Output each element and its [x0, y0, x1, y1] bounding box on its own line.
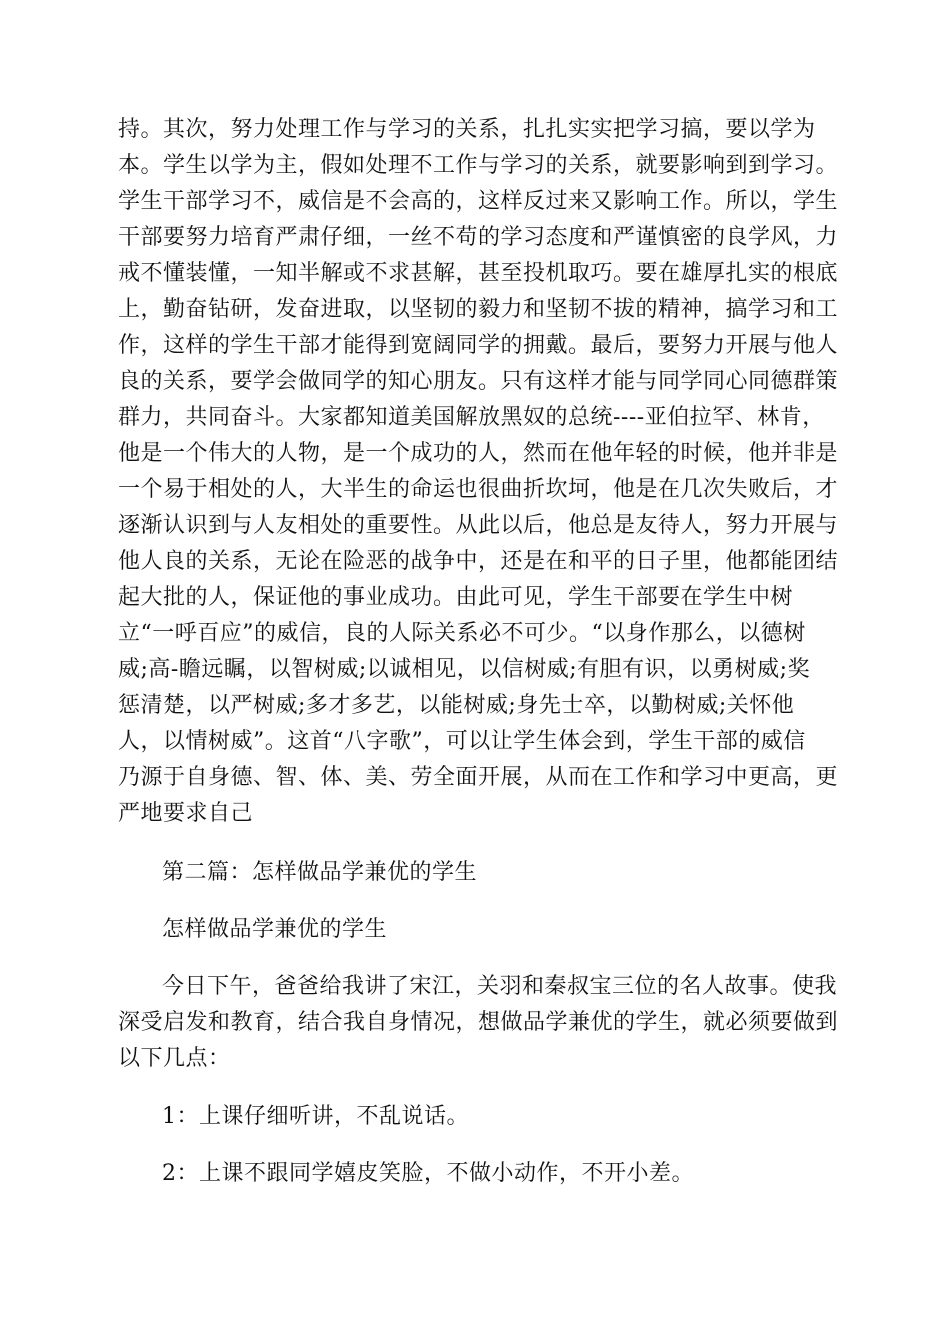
body-text-line: 逐渐认识到与人友相处的重要性。从此以后，他总是友待人，努力开展与: [118, 513, 839, 538]
body-text-line: 他是一个伟大的人物，是一个成功的人，然而在他年轻的时候，他并非是: [118, 441, 839, 466]
section-heading: 第二篇：怎样做品学兼优的学生: [162, 860, 478, 885]
body-text-line: 上，勤奋钻研，发奋进取，以坚韧的毅力和坚韧不拔的精神，搞学习和工: [118, 297, 839, 322]
list-item: 1：上课仔细听讲，不乱说话。: [162, 1104, 469, 1129]
body-text-line: 他人良的关系，无论在险恶的战争中，还是在和平的日子里，他都能团结: [118, 549, 839, 574]
body-text-line: 作，这样的学生干部才能得到宽阔同学的拥戴。最后，要努力开展与他人: [118, 333, 839, 358]
body-text-line: 深受启发和教育，结合我自身情况，想做品学兼优的学生，就必须要做到: [118, 1010, 839, 1035]
body-text-line: 立“一呼百应”的威信，良的人际关系必不可少。“以身作那么，以德树: [118, 621, 806, 646]
body-text-line: 起大批的人，保证他的事业成功。由此可见，学生干部要在学生中树: [118, 585, 794, 610]
body-text-line: 人，以情树威”。这首“八字歌”，可以让学生体会到，学生干部的威信: [118, 729, 806, 754]
article-title: 怎样做品学兼优的学生: [162, 917, 388, 942]
body-text-line: 学生干部学习不，威信是不会高的，这样反过来又影响工作。所以，学生: [118, 189, 839, 214]
body-text-line: 今日下午，爸爸给我讲了宋江，关羽和秦叔宝三位的名人故事。使我: [162, 974, 838, 999]
body-text-line: 惩清楚，以严树威;多才多艺，以能树威;身先士卒，以勤树威;关怀他: [118, 693, 795, 718]
list-item: 2：上课不跟同学嬉皮笑脸，不做小动作，不开小差。: [162, 1161, 694, 1186]
body-text-line: 威;高-瞻远瞩，以智树威;以诚相见，以信树威;有胆有识，以勇树威;奖: [118, 657, 811, 682]
body-text-line: 一个易于相处的人，大半生的命运也很曲折坎坷，他是在几次失败后，才: [118, 477, 839, 502]
body-text-line: 良的关系，要学会做同学的知心朋友。只有这样才能与同学同心同德群策: [118, 369, 839, 394]
body-text-line: 群力，共同奋斗。大家都知道美国解放黑奴的总统----亚伯拉罕、林肯，: [118, 405, 825, 430]
body-text-line: 以下几点：: [118, 1046, 231, 1071]
body-text-line: 本。学生以学为主，假如处理不工作与学习的关系，就要影响到到学习。: [118, 153, 839, 178]
body-text-line: 持。其次，努力处理工作与学习的关系，扎扎实实把学习搞，要以学为: [118, 117, 816, 142]
body-text-line: 戒不懂装懂，一知半解或不求甚解，甚至投机取巧。要在雄厚扎实的根底: [118, 261, 839, 286]
body-text-line: 干部要努力培育严肃仔细，一丝不苟的学习态度和严谨慎密的良学风，力: [118, 225, 839, 250]
body-text-line: 乃源于自身德、智、体、美、劳全面开展，从而在工作和学习中更高，更: [118, 765, 839, 790]
body-text-line: 严地要求自己: [118, 801, 254, 826]
